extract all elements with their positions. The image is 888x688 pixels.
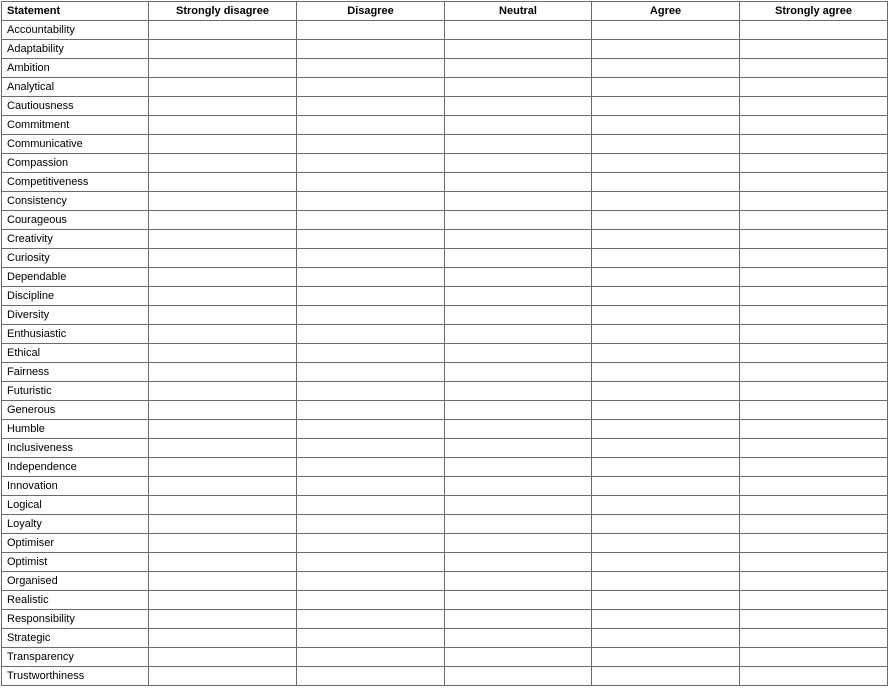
response-cell-disagree[interactable] [297, 420, 445, 439]
response-cell-strongly-agree[interactable] [740, 154, 888, 173]
table-row [2, 553, 888, 572]
response-cell-disagree[interactable] [297, 135, 445, 154]
statement-label: Generous [2, 401, 149, 420]
response-cell-agree[interactable] [592, 496, 740, 515]
header-strongly-disagree: Strongly disagree [149, 2, 297, 21]
table-row [2, 591, 888, 610]
response-cell-disagree[interactable] [297, 572, 445, 591]
response-cell-neutral[interactable] [445, 572, 592, 591]
response-cell-disagree[interactable] [297, 78, 445, 97]
response-cell-neutral[interactable] [445, 458, 592, 477]
response-cell-agree[interactable] [592, 192, 740, 211]
table-row [2, 458, 888, 477]
response-cell-disagree[interactable] [297, 344, 445, 363]
statement-label: Adaptability [2, 40, 149, 59]
response-cell-agree[interactable] [592, 325, 740, 344]
table-row [2, 230, 888, 249]
response-cell-agree[interactable] [592, 439, 740, 458]
response-cell-strongly-disagree[interactable] [149, 439, 297, 458]
table-row [2, 21, 888, 40]
table-row [2, 648, 888, 667]
survey-body [2, 21, 888, 686]
response-cell-agree[interactable] [592, 287, 740, 306]
response-cell-disagree[interactable] [297, 629, 445, 648]
statement-label: Logical [2, 496, 149, 515]
response-cell-agree[interactable] [592, 97, 740, 116]
response-cell-strongly-disagree[interactable] [149, 211, 297, 230]
response-cell-disagree[interactable] [297, 59, 445, 78]
response-cell-neutral[interactable] [445, 515, 592, 534]
table-row [2, 629, 888, 648]
response-cell-agree[interactable] [592, 420, 740, 439]
statement-label: Independence [2, 458, 149, 477]
response-cell-neutral[interactable] [445, 211, 592, 230]
response-cell-strongly-agree[interactable] [740, 572, 888, 591]
response-cell-agree[interactable] [592, 515, 740, 534]
response-cell-strongly-agree[interactable] [740, 211, 888, 230]
response-cell-strongly-disagree[interactable] [149, 572, 297, 591]
response-cell-neutral[interactable] [445, 401, 592, 420]
response-cell-disagree[interactable] [297, 249, 445, 268]
statement-label: Communicative [2, 135, 149, 154]
response-cell-strongly-disagree[interactable] [149, 629, 297, 648]
statement-label: Strategic [2, 629, 149, 648]
response-cell-strongly-disagree[interactable] [149, 78, 297, 97]
header-neutral: Neutral [445, 2, 592, 21]
response-cell-agree[interactable] [592, 306, 740, 325]
response-cell-strongly-disagree[interactable] [149, 59, 297, 78]
likert-survey-table [1, 1, 888, 686]
response-cell-strongly-disagree[interactable] [149, 325, 297, 344]
statement-label: Accountability [2, 21, 149, 40]
statement-label: Enthusiastic [2, 325, 149, 344]
response-cell-strongly-agree[interactable] [740, 534, 888, 553]
response-cell-agree[interactable] [592, 477, 740, 496]
response-cell-disagree[interactable] [297, 363, 445, 382]
table-row [2, 59, 888, 78]
response-cell-strongly-agree[interactable] [740, 192, 888, 211]
response-cell-neutral[interactable] [445, 534, 592, 553]
response-cell-strongly-agree[interactable] [740, 420, 888, 439]
table-row [2, 496, 888, 515]
statement-label: Creativity [2, 230, 149, 249]
table-row [2, 382, 888, 401]
statement-label: Consistency [2, 192, 149, 211]
response-cell-strongly-disagree[interactable] [149, 591, 297, 610]
response-cell-agree[interactable] [592, 629, 740, 648]
response-cell-disagree[interactable] [297, 515, 445, 534]
response-cell-neutral[interactable] [445, 173, 592, 192]
table-row [2, 325, 888, 344]
response-cell-agree[interactable] [592, 154, 740, 173]
response-cell-neutral[interactable] [445, 249, 592, 268]
response-cell-strongly-disagree[interactable] [149, 420, 297, 439]
response-cell-disagree[interactable] [297, 553, 445, 572]
table-row [2, 97, 888, 116]
statement-label: Compassion [2, 154, 149, 173]
table-row [2, 401, 888, 420]
response-cell-strongly-agree[interactable] [740, 553, 888, 572]
response-cell-strongly-disagree[interactable] [149, 306, 297, 325]
response-cell-disagree[interactable] [297, 648, 445, 667]
response-cell-strongly-agree[interactable] [740, 458, 888, 477]
response-cell-strongly-agree[interactable] [740, 287, 888, 306]
response-cell-strongly-agree[interactable] [740, 439, 888, 458]
response-cell-strongly-disagree[interactable] [149, 154, 297, 173]
response-cell-strongly-disagree[interactable] [149, 249, 297, 268]
table-row [2, 154, 888, 173]
statement-label: Transparency [2, 648, 149, 667]
response-cell-strongly-agree[interactable] [740, 515, 888, 534]
response-cell-neutral[interactable] [445, 78, 592, 97]
statement-label: Ethical [2, 344, 149, 363]
table-row [2, 363, 888, 382]
table-row [2, 287, 888, 306]
response-cell-disagree[interactable] [297, 116, 445, 135]
response-cell-agree[interactable] [592, 40, 740, 59]
response-cell-strongly-agree[interactable] [740, 382, 888, 401]
response-cell-neutral[interactable] [445, 21, 592, 40]
response-cell-agree[interactable] [592, 401, 740, 420]
response-cell-neutral[interactable] [445, 496, 592, 515]
response-cell-agree[interactable] [592, 135, 740, 154]
response-cell-disagree[interactable] [297, 173, 445, 192]
response-cell-disagree[interactable] [297, 534, 445, 553]
response-cell-disagree[interactable] [297, 268, 445, 287]
response-cell-agree[interactable] [592, 268, 740, 287]
response-cell-strongly-agree[interactable] [740, 610, 888, 629]
response-cell-disagree[interactable] [297, 401, 445, 420]
table-row [2, 173, 888, 192]
header-disagree: Disagree [297, 2, 445, 21]
response-cell-strongly-disagree[interactable] [149, 116, 297, 135]
response-cell-agree[interactable] [592, 230, 740, 249]
response-cell-neutral[interactable] [445, 420, 592, 439]
response-cell-neutral[interactable] [445, 154, 592, 173]
response-cell-neutral[interactable] [445, 382, 592, 401]
response-cell-strongly-disagree[interactable] [149, 496, 297, 515]
response-cell-disagree[interactable] [297, 458, 445, 477]
response-cell-disagree[interactable] [297, 287, 445, 306]
response-cell-agree[interactable] [592, 648, 740, 667]
response-cell-neutral[interactable] [445, 344, 592, 363]
table-row [2, 515, 888, 534]
response-cell-strongly-agree[interactable] [740, 496, 888, 515]
response-cell-strongly-disagree[interactable] [149, 477, 297, 496]
statement-label: Realistic [2, 591, 149, 610]
table-row [2, 667, 888, 686]
table-row [2, 572, 888, 591]
response-cell-strongly-agree[interactable] [740, 97, 888, 116]
response-cell-neutral[interactable] [445, 610, 592, 629]
response-cell-strongly-disagree[interactable] [149, 667, 297, 686]
response-cell-strongly-agree[interactable] [740, 116, 888, 135]
response-cell-neutral[interactable] [445, 553, 592, 572]
response-cell-strongly-disagree[interactable] [149, 135, 297, 154]
header-strongly-agree: Strongly agree [740, 2, 888, 21]
response-cell-agree[interactable] [592, 572, 740, 591]
survey-sheet [1, 1, 888, 686]
response-cell-disagree[interactable] [297, 591, 445, 610]
response-cell-strongly-agree[interactable] [740, 344, 888, 363]
response-cell-neutral[interactable] [445, 230, 592, 249]
response-cell-neutral[interactable] [445, 306, 592, 325]
response-cell-strongly-agree[interactable] [740, 401, 888, 420]
response-cell-agree[interactable] [592, 173, 740, 192]
response-cell-agree[interactable] [592, 249, 740, 268]
table-row [2, 192, 888, 211]
response-cell-strongly-agree[interactable] [740, 363, 888, 382]
response-cell-disagree[interactable] [297, 382, 445, 401]
response-cell-agree[interactable] [592, 553, 740, 572]
statement-label: Analytical [2, 78, 149, 97]
response-cell-strongly-disagree[interactable] [149, 21, 297, 40]
response-cell-neutral[interactable] [445, 59, 592, 78]
response-cell-agree[interactable] [592, 382, 740, 401]
table-row [2, 306, 888, 325]
response-cell-strongly-agree[interactable] [740, 59, 888, 78]
response-cell-strongly-agree[interactable] [740, 591, 888, 610]
response-cell-disagree[interactable] [297, 154, 445, 173]
response-cell-neutral[interactable] [445, 477, 592, 496]
response-cell-disagree[interactable] [297, 610, 445, 629]
response-cell-strongly-agree[interactable] [740, 40, 888, 59]
statement-label: Discipline [2, 287, 149, 306]
statement-label: Inclusiveness [2, 439, 149, 458]
response-cell-disagree[interactable] [297, 40, 445, 59]
response-cell-neutral[interactable] [445, 439, 592, 458]
response-cell-neutral[interactable] [445, 629, 592, 648]
statement-label: Innovation [2, 477, 149, 496]
response-cell-neutral[interactable] [445, 135, 592, 154]
response-cell-disagree[interactable] [297, 667, 445, 686]
response-cell-strongly-agree[interactable] [740, 629, 888, 648]
response-cell-strongly-agree[interactable] [740, 173, 888, 192]
response-cell-neutral[interactable] [445, 363, 592, 382]
response-cell-strongly-disagree[interactable] [149, 610, 297, 629]
response-cell-disagree[interactable] [297, 97, 445, 116]
response-cell-disagree[interactable] [297, 211, 445, 230]
response-cell-strongly-disagree[interactable] [149, 97, 297, 116]
response-cell-agree[interactable] [592, 458, 740, 477]
table-row [2, 610, 888, 629]
response-cell-agree[interactable] [592, 363, 740, 382]
response-cell-neutral[interactable] [445, 648, 592, 667]
response-cell-strongly-disagree[interactable] [149, 230, 297, 249]
response-cell-neutral[interactable] [445, 116, 592, 135]
response-cell-agree[interactable] [592, 59, 740, 78]
statement-label: Loyalty [2, 515, 149, 534]
response-cell-strongly-agree[interactable] [740, 21, 888, 40]
statement-label: Diversity [2, 306, 149, 325]
response-cell-strongly-disagree[interactable] [149, 553, 297, 572]
response-cell-strongly-disagree[interactable] [149, 515, 297, 534]
statement-label: Optimist [2, 553, 149, 572]
response-cell-strongly-disagree[interactable] [149, 534, 297, 553]
response-cell-strongly-disagree[interactable] [149, 173, 297, 192]
statement-label: Dependable [2, 268, 149, 287]
response-cell-agree[interactable] [592, 534, 740, 553]
response-cell-strongly-disagree[interactable] [149, 382, 297, 401]
response-cell-disagree[interactable] [297, 496, 445, 515]
table-row [2, 249, 888, 268]
response-cell-neutral[interactable] [445, 192, 592, 211]
response-cell-strongly-disagree[interactable] [149, 401, 297, 420]
response-cell-neutral[interactable] [445, 667, 592, 686]
response-cell-strongly-agree[interactable] [740, 135, 888, 154]
table-row [2, 78, 888, 97]
table-row [2, 477, 888, 496]
response-cell-neutral[interactable] [445, 40, 592, 59]
response-cell-agree[interactable] [592, 610, 740, 629]
statement-label: Responsibility [2, 610, 149, 629]
response-cell-strongly-disagree[interactable] [149, 458, 297, 477]
response-cell-strongly-agree[interactable] [740, 268, 888, 287]
statement-label: Courageous [2, 211, 149, 230]
response-cell-agree[interactable] [592, 211, 740, 230]
response-cell-agree[interactable] [592, 591, 740, 610]
table-row [2, 268, 888, 287]
response-cell-disagree[interactable] [297, 230, 445, 249]
response-cell-neutral[interactable] [445, 287, 592, 306]
statement-label: Commitment [2, 116, 149, 135]
table-row [2, 116, 888, 135]
response-cell-agree[interactable] [592, 344, 740, 363]
response-cell-strongly-agree[interactable] [740, 667, 888, 686]
response-cell-disagree[interactable] [297, 192, 445, 211]
response-cell-agree[interactable] [592, 78, 740, 97]
statement-label: Curiosity [2, 249, 149, 268]
response-cell-disagree[interactable] [297, 325, 445, 344]
response-cell-strongly-agree[interactable] [740, 230, 888, 249]
response-cell-strongly-disagree[interactable] [149, 287, 297, 306]
response-cell-neutral[interactable] [445, 591, 592, 610]
table-row [2, 135, 888, 154]
table-row [2, 344, 888, 363]
response-cell-strongly-agree[interactable] [740, 477, 888, 496]
statement-label: Humble [2, 420, 149, 439]
header-agree: Agree [592, 2, 740, 21]
response-cell-strongly-disagree[interactable] [149, 344, 297, 363]
table-row [2, 534, 888, 553]
response-cell-disagree[interactable] [297, 306, 445, 325]
header-row [2, 2, 888, 21]
response-cell-neutral[interactable] [445, 97, 592, 116]
statement-label: Trustworthiness [2, 667, 149, 686]
response-cell-strongly-agree[interactable] [740, 306, 888, 325]
statement-label: Fairness [2, 363, 149, 382]
response-cell-strongly-disagree[interactable] [149, 40, 297, 59]
statement-label: Organised [2, 572, 149, 591]
table-row [2, 211, 888, 230]
response-cell-strongly-agree[interactable] [740, 325, 888, 344]
response-cell-disagree[interactable] [297, 439, 445, 458]
response-cell-strongly-disagree[interactable] [149, 363, 297, 382]
response-cell-strongly-disagree[interactable] [149, 268, 297, 287]
response-cell-strongly-agree[interactable] [740, 648, 888, 667]
response-cell-agree[interactable] [592, 116, 740, 135]
header-statement: Statement [2, 2, 149, 21]
response-cell-strongly-disagree[interactable] [149, 648, 297, 667]
response-cell-disagree[interactable] [297, 477, 445, 496]
response-cell-strongly-agree[interactable] [740, 78, 888, 97]
statement-label: Futuristic [2, 382, 149, 401]
statement-label: Optimiser [2, 534, 149, 553]
response-cell-agree[interactable] [592, 21, 740, 40]
table-row [2, 439, 888, 458]
statement-label: Cautiousness [2, 97, 149, 116]
response-cell-neutral[interactable] [445, 268, 592, 287]
response-cell-disagree[interactable] [297, 21, 445, 40]
response-cell-strongly-disagree[interactable] [149, 192, 297, 211]
statement-label: Ambition [2, 59, 149, 78]
response-cell-agree[interactable] [592, 667, 740, 686]
response-cell-neutral[interactable] [445, 325, 592, 344]
table-row [2, 420, 888, 439]
response-cell-strongly-agree[interactable] [740, 249, 888, 268]
statement-label: Competitiveness [2, 173, 149, 192]
table-row [2, 40, 888, 59]
